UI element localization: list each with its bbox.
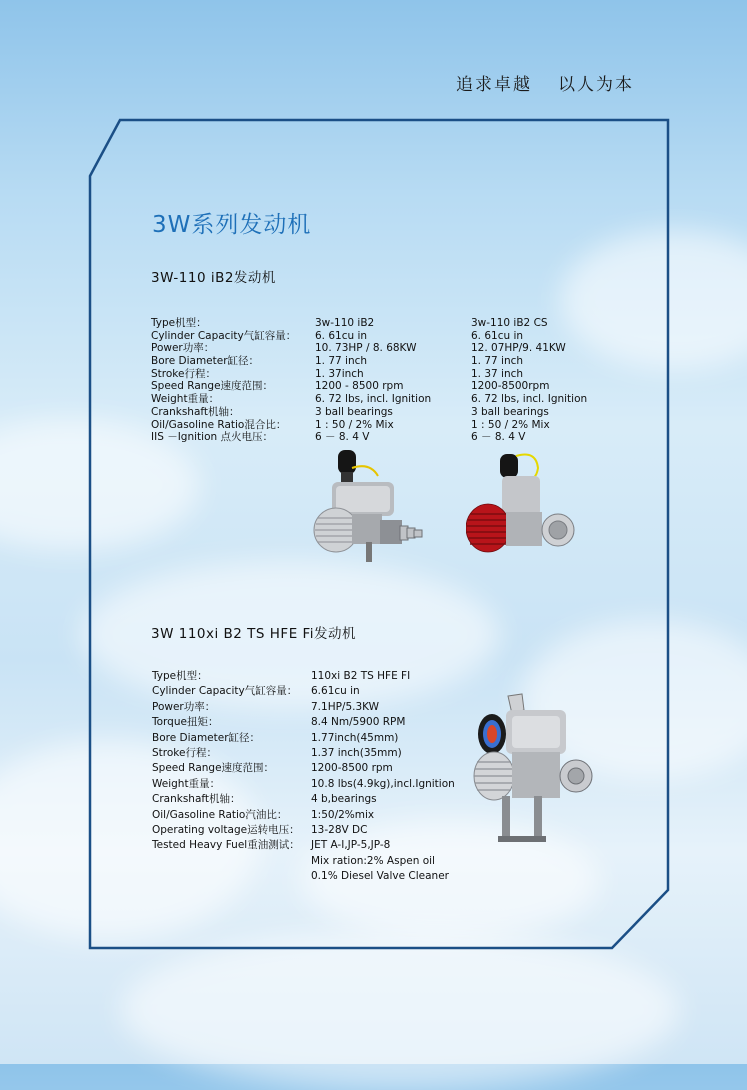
spec-value: 3 ball bearings xyxy=(315,405,393,418)
spec-value: 1200-8500 rpm xyxy=(311,762,393,775)
spec-value: 3w-110 iB2 CS xyxy=(471,317,548,329)
spec-label: Type机型： xyxy=(151,317,207,329)
spec-label: Bore Diameter缸径： xyxy=(152,731,261,744)
engine1-values-b xyxy=(471,317,587,444)
spec-value: 10.8 lbs(4.9kg),incl.Ignition xyxy=(311,777,455,790)
spec-label: Cylinder Capacity气缸容量： xyxy=(151,329,297,342)
spec-value: 1. 77 inch xyxy=(315,355,368,368)
slogan-right: 以人为本 xyxy=(558,75,634,95)
spec-label: Operating voltage运转电压： xyxy=(152,823,300,836)
engine1-values-a xyxy=(315,317,431,444)
slogan-left: 追求卓越 xyxy=(456,75,532,95)
spec-label: Oil/Gasoline Ratio混合比： xyxy=(151,418,287,431)
spec-label: Type机型： xyxy=(152,670,208,682)
spec-value: 1 : 50 / 2% Mix xyxy=(471,418,550,431)
spec-value: 4 b,bearings xyxy=(311,793,377,806)
spec-value: 6 － 8. 4 V xyxy=(315,431,370,444)
spec-label: Oil/Gasoline Ratio汽油比： xyxy=(152,808,288,821)
spec-value: 6. 61cu in xyxy=(471,329,524,342)
spec-value: 6 － 8. 4 V xyxy=(471,431,526,444)
spec-value: 6. 72 lbs, incl. Ignition xyxy=(315,393,432,406)
spec-value: 6.61cu in xyxy=(311,685,360,698)
slogan xyxy=(456,70,634,95)
spec-value: 1. 37 inch xyxy=(471,367,524,380)
spec-label: Torque扭矩： xyxy=(152,716,219,729)
spec-value: JET A-I,JP-5,JP-8 xyxy=(311,839,391,852)
spec-value: 1.77inch(45mm) xyxy=(311,731,399,744)
spec-label: Crankshaft机轴： xyxy=(152,793,241,806)
spec-value: 8.4 Nm/5900 RPM xyxy=(311,716,406,729)
spec-value: 7.1HP/5.3KW xyxy=(311,700,380,713)
engine2-labels xyxy=(152,669,300,854)
spec-label: Weight重量： xyxy=(151,393,220,406)
engine-image-hfe xyxy=(472,690,597,845)
spec-value: Mix ration:2% Aspen oil xyxy=(311,854,435,867)
spec-label: Speed Range速度范围： xyxy=(152,762,275,775)
spec-value: 1.37 inch(35mm) xyxy=(311,746,402,759)
engine-image-red xyxy=(466,452,581,562)
engine-image-silver xyxy=(308,448,423,573)
spec-label: Power功率： xyxy=(152,700,216,713)
spec-value: 3 ball bearings xyxy=(471,405,549,418)
spec-label: IIS －Ignition 点火电压： xyxy=(151,431,273,444)
spec-value: 10. 73HP / 8. 68KW xyxy=(315,342,417,355)
series-title: 3W系列发动机 xyxy=(152,212,312,238)
spec-value: 1. 37inch xyxy=(315,367,364,380)
spec-value: 3w-110 iB2 xyxy=(315,317,375,329)
spec-value: 6. 61cu in xyxy=(315,329,368,342)
spec-label: Speed Range速度范围： xyxy=(151,380,274,393)
spec-value: 1 : 50 / 2% Mix xyxy=(315,418,394,431)
spec-value: 1200 - 8500 rpm xyxy=(315,380,404,393)
spec-label: Crankshaft机轴： xyxy=(151,405,240,418)
engine1-title: 3W-110 iB2发动机 xyxy=(151,270,276,286)
engine2-title: 3W 110xi B2 TS HFE Fi发动机 xyxy=(151,626,357,642)
spec-value: 12. 07HP/9. 41KW xyxy=(471,342,566,355)
spec-label: Tested Heavy Fuel重油测试： xyxy=(152,839,300,852)
engine2-values xyxy=(311,669,455,884)
engine1-labels xyxy=(151,317,296,444)
spec-label: Cylinder Capacity气缸容量： xyxy=(152,685,298,698)
spec-value: 1. 77 inch xyxy=(471,355,524,368)
spec-value: 0.1% Diesel Valve Cleaner xyxy=(311,870,449,883)
spec-label: Stroke行程： xyxy=(151,367,216,380)
spec-value: 1200-8500rpm xyxy=(471,380,550,393)
spec-value: 110xi B2 TS HFE FI xyxy=(311,670,411,682)
spec-value: 13-28V DC xyxy=(311,823,368,836)
spec-label: Stroke行程： xyxy=(152,746,217,759)
spec-label: Power功率： xyxy=(151,342,215,355)
spec-label: Weight重量： xyxy=(152,777,221,790)
spec-label: Bore Diameter缸径： xyxy=(151,355,260,368)
spec-value: 1:50/2%mix xyxy=(311,808,375,821)
spec-value: 6. 72 lbs, incl. Ignition xyxy=(471,393,588,406)
